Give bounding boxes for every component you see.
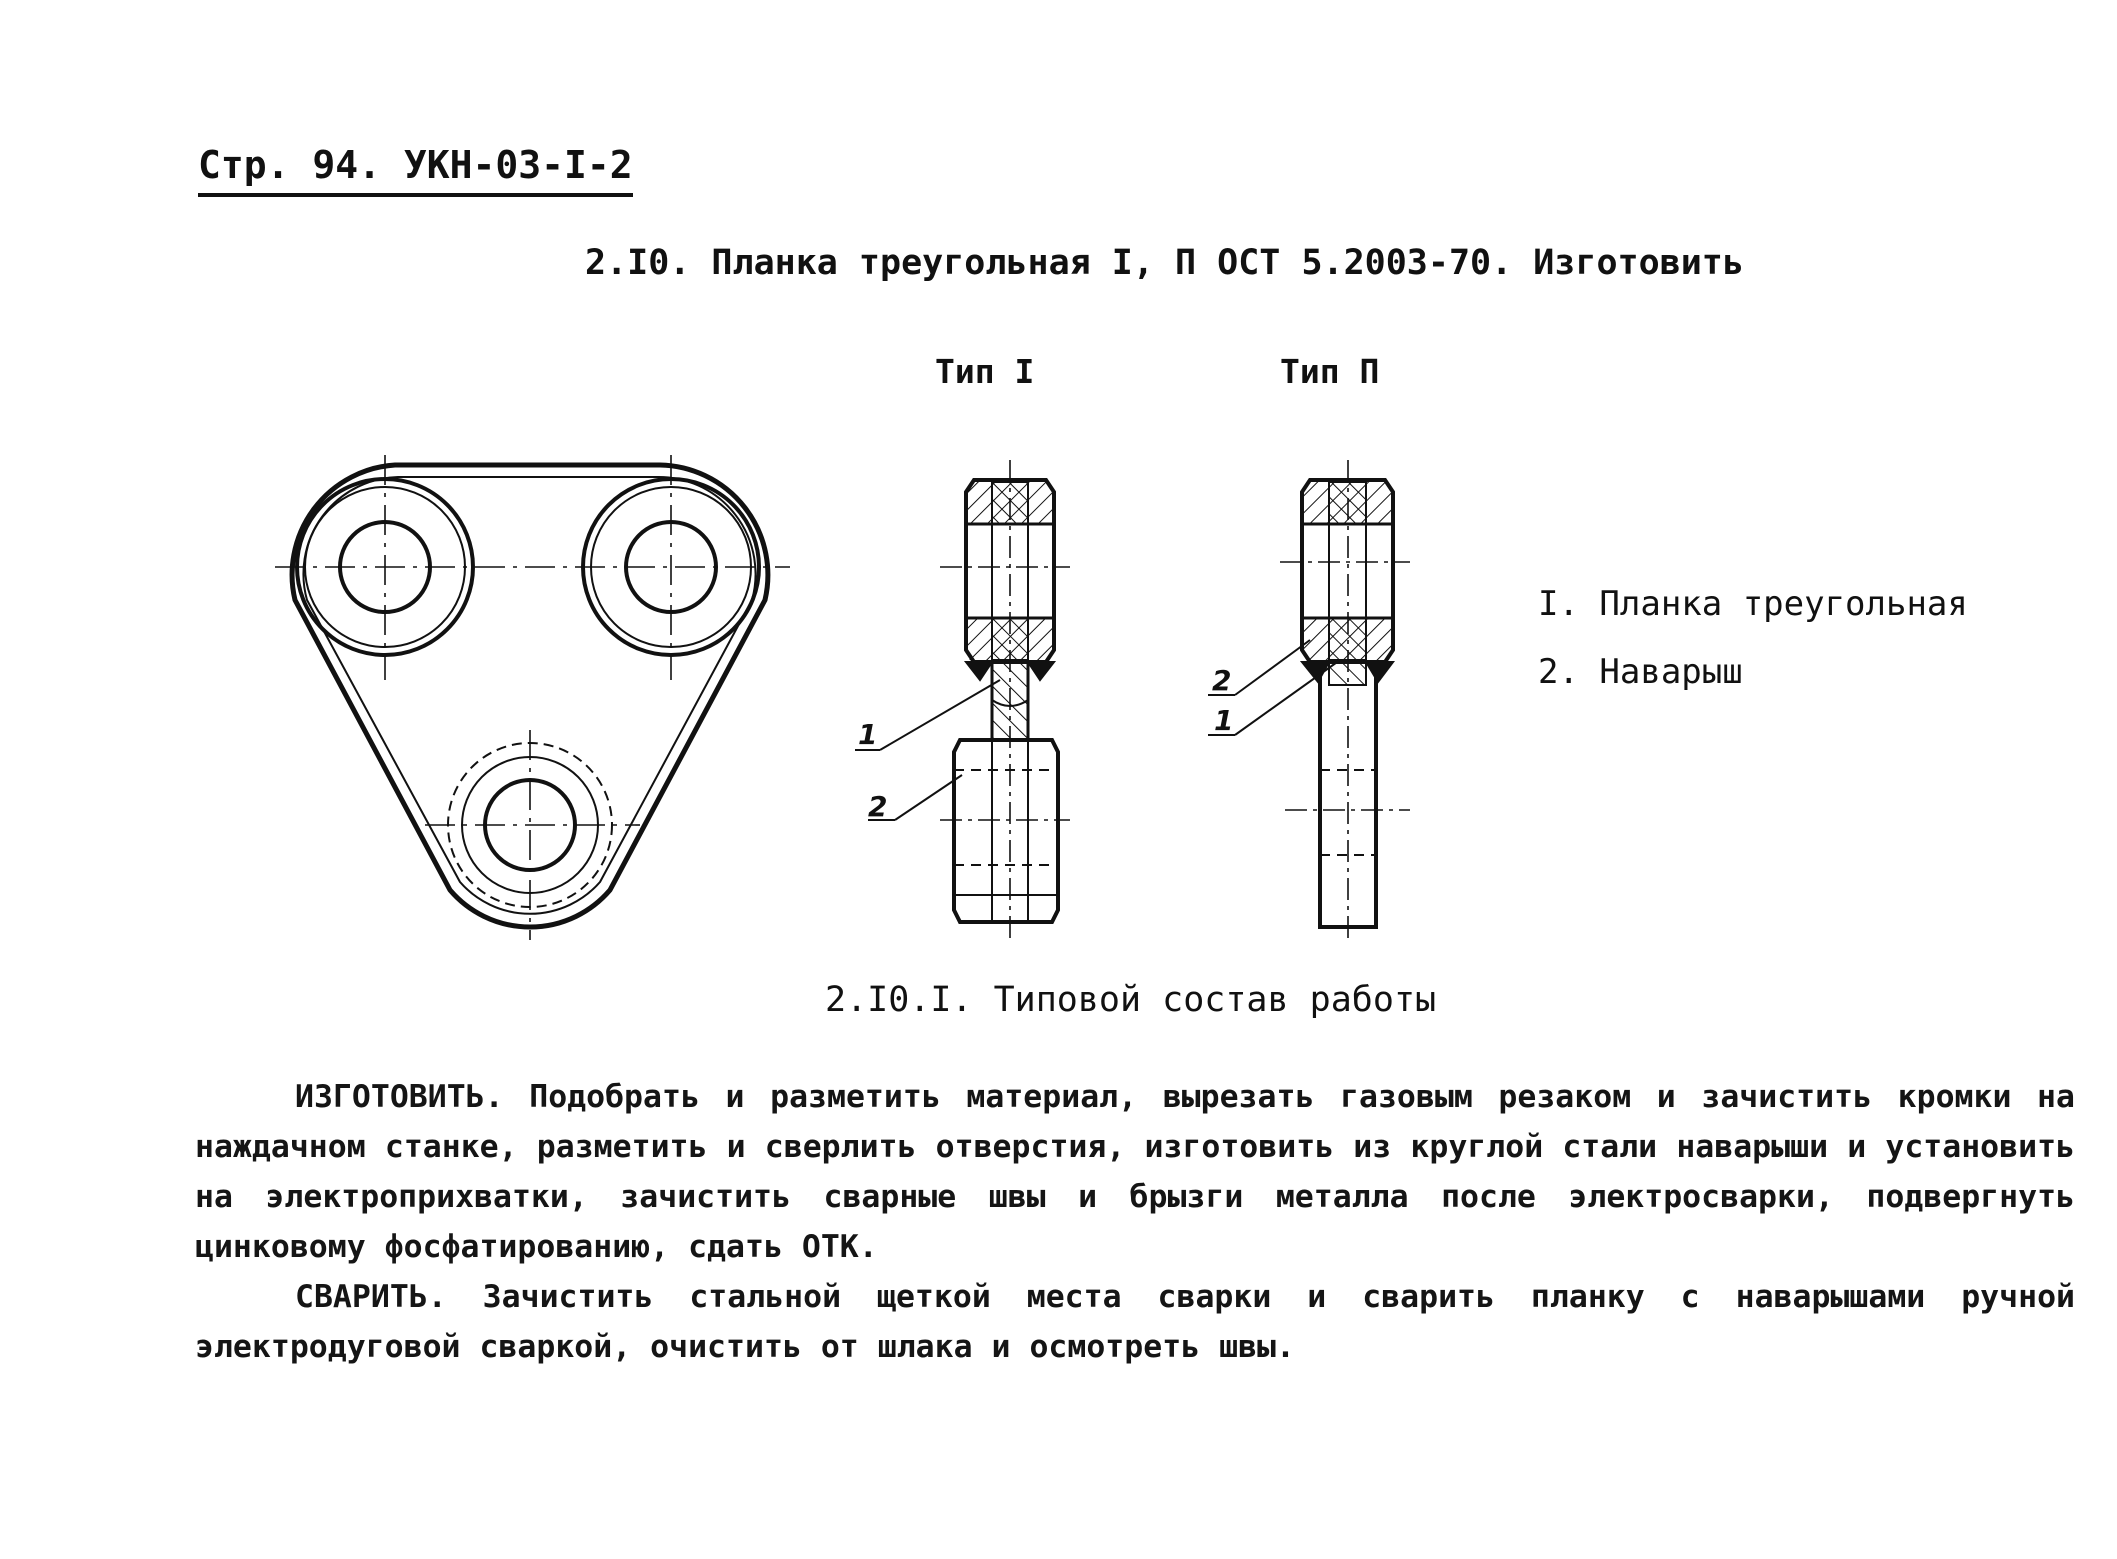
triangular-plate-plan-view [275, 455, 790, 940]
section-title: 2.I0. Планка треугольная I, П ОСТ 5.2003-70. Изготовить [585, 243, 1744, 283]
paragraph-manufacture: ИЗГОТОВИТЬ. Подобрать и разметить материал, вырезать газовым резаком и зачистить кромки на наждачном станке, разметить и сверлить отверстия, изготовить из круглой стали наварыши и установить на электроприхватки, зачистить сварные швы и брызги металла после электросварки, подвергнуть цинковому фосфатированию, сдать ОТК. [195, 1079, 2075, 1265]
type-2-section [1208, 460, 1410, 940]
type-1-callout-1: 1 [858, 718, 878, 751]
parts-legend [1538, 570, 1968, 706]
paragraph-weld: СВАРИТЬ. Зачистить стальной щеткой места сварки и сварить планку с наварышами ручной электродуговой сваркой, очистить от шлака и осмотреть швы. [195, 1279, 2075, 1365]
type-2-leader-2 [1235, 640, 1310, 695]
type-1-weld-upper [966, 662, 992, 680]
type-1-section [855, 460, 1070, 940]
page-header: Стр. 94. УКН-03-I-2 [198, 143, 633, 197]
type-1-callout-2: 2 [868, 790, 888, 823]
type-2-leader-1 [1235, 660, 1340, 735]
work-description [195, 1072, 2075, 1372]
type-1-weld-upper-right [1028, 662, 1054, 680]
legend-item-2: 2. Наварыш [1538, 652, 1743, 692]
subsection-title: 2.I0.I. Типовой состав работы [825, 980, 1437, 1020]
type-1-leader-2 [895, 775, 962, 820]
type-2-label: Тип П [1280, 352, 1380, 391]
legend-item-1: I. Планка треугольная [1538, 584, 1968, 624]
type-2-callout-1: 1 [1214, 704, 1234, 737]
type-2-callout-2: 2 [1212, 664, 1232, 697]
type-1-label: Тип I [935, 352, 1035, 391]
type-2-weld-left [1302, 662, 1329, 682]
type-2-weld-right [1366, 662, 1393, 682]
